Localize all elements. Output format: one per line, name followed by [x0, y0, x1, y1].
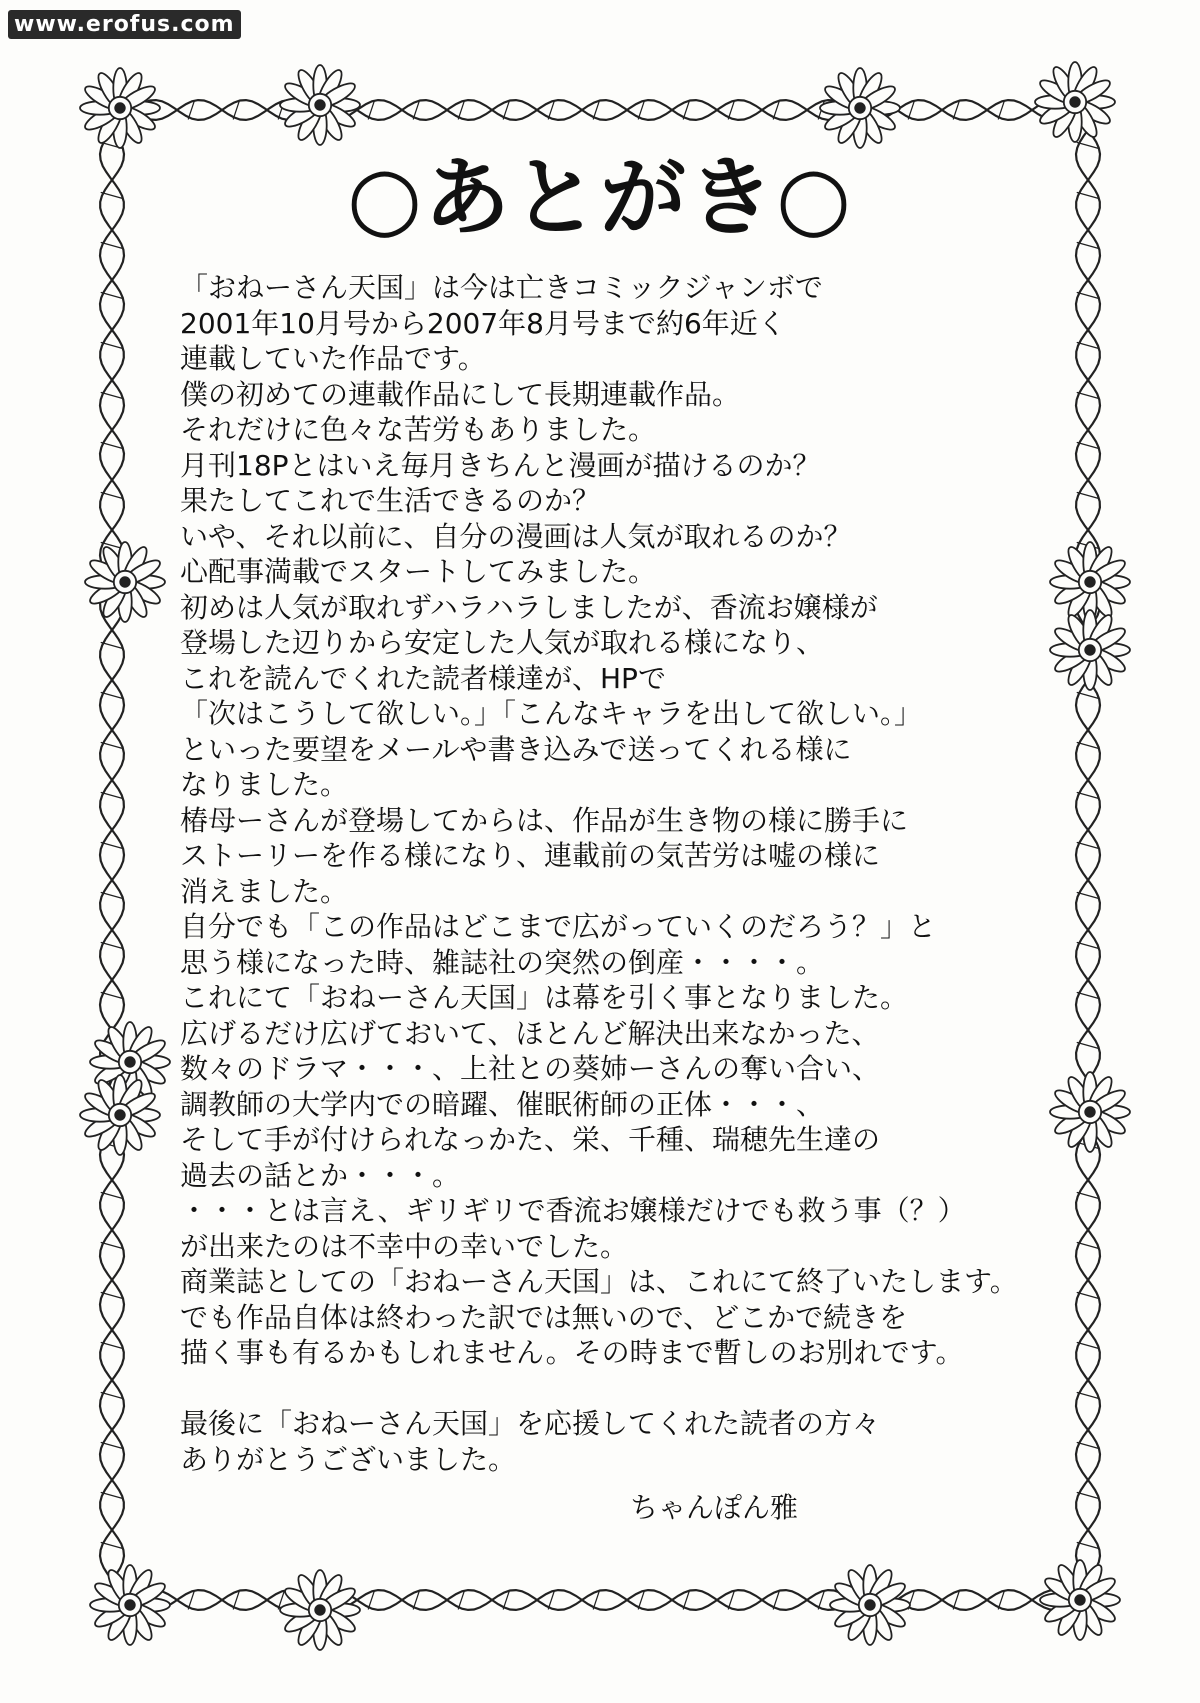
ribbon-hatch — [1077, 1293, 1099, 1299]
afterword-body — [180, 270, 1080, 1477]
ribbon-strand — [132, 1590, 1068, 1610]
ribbon-rosette-icon — [820, 68, 900, 148]
ribbon-hatch — [1077, 1043, 1099, 1049]
text-line: 2001年10月号から2007年8月号まで約6年近く — [180, 306, 786, 340]
paragraph-spacer — [180, 1371, 1080, 1407]
page-title: ○あとがき○ — [346, 148, 854, 248]
ribbon-hatch — [1077, 1493, 1099, 1499]
text-line: ・・・とは言え、ギリギリで香流お嬢様だけでも救う事（？） — [180, 1194, 966, 1227]
text-line: 初めは人気が取れずハラハラしましたが、香流お嬢様が — [180, 590, 878, 624]
ribbon-strand — [132, 100, 1068, 120]
ribbon-hatch — [1077, 393, 1099, 399]
text-line: 月刊18Pとはいえ毎月きちんと漫画が描けるのか？ — [180, 448, 821, 482]
ribbon-hatch — [1077, 693, 1099, 699]
ribbon-hatch — [101, 1543, 123, 1549]
text-line: でも作品自体は終わった訳では無いので、どこかで続きを — [180, 1300, 908, 1334]
text-line: 登場した辺りから安定した人気が取れる様になり、 — [180, 626, 825, 659]
ribbon-hatch — [101, 1393, 123, 1399]
ribbon-rosette-icon — [280, 1570, 360, 1650]
text-line: 商業誌としての「おねーさん天国」は、これにて終了いたします。 — [180, 1265, 1018, 1298]
text-line: いや、それ以前に、自分の漫画は人気が取れるのか？ — [180, 519, 852, 553]
ribbon-rosette-icon — [1040, 1560, 1120, 1640]
ribbon-hatch — [1077, 343, 1099, 349]
text-line: 僕の初めての連載作品にして長期連載作品。 — [180, 377, 741, 411]
ribbon-hatch — [101, 693, 123, 699]
ribbon-hatch — [1077, 843, 1099, 849]
author-signature: ちゃんぽん雅 — [630, 1491, 799, 1524]
ribbon-rosette-icon — [80, 68, 160, 148]
text-line: これにて「おねーさん天国」は幕を引く事となりました。 — [180, 981, 909, 1014]
ribbon-strand — [132, 1590, 1068, 1610]
text-line: これを読んでくれた読者様達が、HPで — [180, 661, 666, 695]
ribbon-hatch — [101, 443, 123, 449]
text-line: 描く事も有るかもしれません。その時まで暫しのお別れです。 — [180, 1336, 964, 1369]
ribbon-hatch — [101, 1243, 123, 1249]
text-line: 数々のドラマ・・・、上社との葵姉ーさんの奪い合い、 — [180, 1052, 881, 1085]
ribbon-hatch — [1077, 443, 1099, 449]
ribbon-hatch — [101, 993, 123, 999]
paragraph-closing — [180, 1406, 1080, 1477]
ribbon-strand — [132, 100, 1068, 120]
text-line: それだけに色々な苦労もありました。 — [180, 413, 657, 446]
ribbon-hatch — [1077, 1343, 1099, 1349]
ribbon-rosette-icon — [1035, 62, 1115, 142]
ribbon-hatch — [101, 293, 123, 299]
ribbon-hatch — [1077, 293, 1099, 299]
text-line: そして手が付けられなっかた、栄、千種、瑞穂先生達の — [180, 1123, 881, 1156]
ribbon-hatch — [101, 843, 123, 849]
text-line: ありがとうございました。 — [180, 1442, 517, 1476]
paragraph-main — [180, 270, 1080, 1371]
text-line: なりました。 — [180, 768, 349, 801]
ribbon-hatch — [101, 1343, 123, 1349]
text-line: 自分でも「この作品はどこまで広がっていくのだろう？」と — [180, 910, 937, 943]
text-line: といった要望をメールや書き込みで送ってくれる様に — [180, 732, 852, 766]
text-line: ストーリーを作る様になり、連載前の気苦労は嘘の様に — [180, 839, 881, 872]
site-watermark: www.erofus.com — [8, 10, 241, 39]
ribbon-hatch — [101, 1443, 123, 1449]
ribbon-hatch — [101, 1293, 123, 1299]
text-line: 「次はこうして欲しい。」「こんなキャラを出して欲しい。」 — [180, 697, 923, 730]
text-line: 心配事満載でスタートしてみました。 — [180, 555, 657, 588]
ribbon-hatch — [101, 343, 123, 349]
ribbon-hatch — [1077, 1193, 1099, 1199]
ribbon-hatch — [101, 1193, 123, 1199]
ribbon-hatch — [1077, 993, 1099, 999]
text-line: が出来たのは不幸中の幸いでした。 — [180, 1229, 629, 1263]
text-line: 最後に「おねーさん天国」を応援してくれた読者の方々 — [180, 1407, 881, 1440]
ribbon-hatch — [101, 943, 123, 949]
ribbon-hatch — [101, 1493, 123, 1499]
ribbon-hatch — [1077, 1393, 1099, 1399]
text-line: 連載していた作品です。 — [180, 342, 486, 375]
ribbon-rosette-icon — [85, 542, 165, 622]
text-line: 果たしてこれで生活できるのか？ — [180, 484, 601, 517]
ribbon-hatch — [1077, 1443, 1099, 1449]
text-line: 思う様になった時、雑誌社の突然の倒産・・・・。 — [180, 945, 825, 979]
text-line: 消えました。 — [180, 874, 349, 908]
ribbon-hatch — [1077, 1543, 1099, 1549]
text-line: 調教師の大学内での暗躍、催眠術師の正体・・・、 — [180, 1087, 825, 1121]
ribbon-hatch — [1077, 1243, 1099, 1249]
ribbon-rosette-icon — [830, 1565, 910, 1645]
text-line: 「おねーさん天国」は今は亡きコミックジャンボで — [180, 271, 823, 304]
text-line: 椿母ーさんが登場してからは、作品が生き物の様に勝手に — [180, 803, 909, 837]
ribbon-rosette-icon — [90, 1565, 170, 1645]
ribbon-hatch — [1077, 943, 1099, 949]
text-line: 過去の話とか・・・。 — [180, 1158, 461, 1192]
ribbon-rosette-icon — [280, 65, 360, 145]
ribbon-hatch — [101, 393, 123, 399]
text-line: 広げるだけ広げておいて、ほとんど解決出来なかった、 — [180, 1016, 880, 1050]
